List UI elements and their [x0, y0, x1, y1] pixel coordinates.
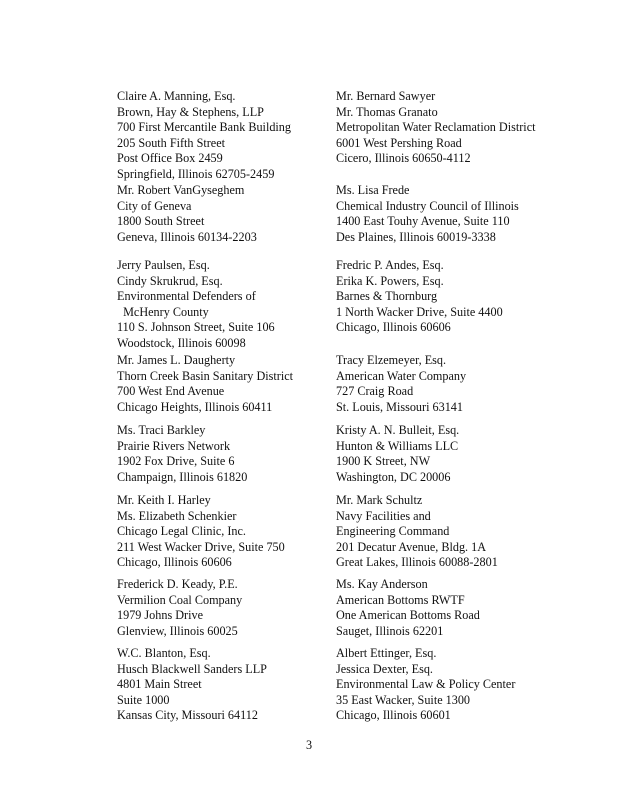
address-line: Post Office Box 2459 [117, 151, 223, 165]
address-line: Chicago Legal Clinic, Inc. [117, 524, 246, 538]
address-line: 211 West Wacker Drive, Suite 750 [117, 539, 285, 554]
address-line: Brown, Hay & Stephens, LLP [117, 104, 264, 119]
address-block [117, 646, 267, 724]
address-line: Albert Ettinger, Esq. [336, 646, 437, 660]
address-line: Erika K. Powers, Esq. [336, 273, 444, 288]
address-line: Jerry Paulsen, Esq. [117, 258, 210, 272]
address-line: Champaign, Illinois 61820 [117, 469, 248, 484]
address-block [336, 258, 503, 336]
address-line: Washington, DC 20006 [336, 469, 451, 484]
address-block [336, 183, 519, 245]
address-line: McHenry County [117, 304, 209, 319]
address-line: Great Lakes, Illinois 60088-2801 [336, 555, 498, 569]
address-line: Environmental Law & Policy Center [336, 677, 516, 691]
address-line: Suite 1000 [117, 692, 170, 707]
address-line: Chemical Industry Council of Illinois [336, 198, 519, 213]
address-line: Mr. Thomas Granato [336, 104, 438, 119]
address-line: Navy Facilities and [336, 508, 431, 523]
address-line: Mr. Mark Schultz [336, 493, 423, 507]
address-line: Ms. Traci Barkley [117, 423, 206, 437]
address-line: 1902 Fox Drive, Suite 6 [117, 454, 235, 468]
address-line: W.C. Blanton, Esq. [117, 646, 211, 660]
address-line: Chicago, Illinois 60601 [336, 708, 451, 722]
address-line: Glenview, Illinois 60025 [117, 623, 238, 638]
address-block [117, 89, 291, 182]
address-line: Husch Blackwell Sanders LLP [117, 661, 267, 676]
address-line: Des Plaines, Illinois 60019-3338 [336, 229, 496, 244]
address-block [117, 353, 293, 415]
address-line: Mr. Bernard Sawyer [336, 89, 436, 103]
address-line: Sauget, Illinois 62201 [336, 623, 444, 638]
address-line: 205 South Fifth Street [117, 135, 225, 150]
address-block [117, 258, 275, 351]
address-line: 700 First Mercantile Bank Building [117, 120, 291, 134]
address-line: 201 Decatur Avenue, Bldg. 1A [336, 539, 487, 554]
address-line: Kansas City, Missouri 64112 [117, 708, 258, 722]
address-block [336, 493, 498, 571]
address-line: 700 West End Avenue [117, 384, 225, 398]
address-line: Chicago Heights, Illinois 60411 [117, 399, 273, 414]
address-line: American Bottoms RWTF [336, 592, 465, 607]
address-line: Ms. Kay Anderson [336, 577, 428, 591]
address-block [117, 577, 242, 639]
address-line: Chicago, Illinois 60606 [336, 320, 451, 334]
address-line: 1979 Johns Drive [117, 608, 203, 622]
address-block [336, 423, 459, 485]
address-block [336, 646, 515, 724]
address-line: 1 North Wacker Drive, Suite 4400 [336, 304, 503, 319]
address-line: Frederick D. Keady, P.E. [117, 577, 238, 591]
address-line: 6001 West Pershing Road [336, 135, 462, 150]
address-line: St. Louis, Missouri 63141 [336, 399, 463, 414]
address-line: Woodstock, Illinois 60098 [117, 335, 246, 350]
address-line: Environmental Defenders of [117, 289, 256, 303]
address-line: 4801 Main Street [117, 677, 202, 691]
address-line: Hunton & Williams LLC [336, 438, 459, 453]
address-line: 1400 East Touhy Avenue, Suite 110 [336, 214, 510, 228]
address-line: Geneva, Illinois 60134-2203 [117, 229, 257, 244]
address-line: Tracy Elzemeyer, Esq. [336, 353, 447, 367]
address-line: 1900 K Street, NW [336, 454, 431, 468]
address-line: Ms. Elizabeth Schenkier [117, 508, 237, 523]
address-line: Mr. Keith I. Harley [117, 493, 211, 507]
address-block [117, 493, 285, 571]
address-line: Jessica Dexter, Esq. [336, 661, 433, 676]
address-line: Prairie Rivers Network [117, 438, 231, 453]
address-line: Cicero, Illinois 60650-4112 [336, 151, 471, 165]
address-line: Kristy A. N. Bulleit, Esq. [336, 423, 460, 437]
address-line: 110 S. Johnson Street, Suite 106 [117, 320, 275, 334]
address-line: Chicago, Illinois 60606 [117, 555, 232, 569]
address-line: Engineering Command [336, 524, 450, 538]
address-line: Springfield, Illinois 62705-2459 [117, 166, 275, 181]
address-block [117, 423, 247, 485]
address-line: 1800 South Street [117, 214, 205, 228]
address-line: Mr. Robert VanGyseghem [117, 183, 245, 197]
address-line: One American Bottoms Road [336, 608, 480, 622]
address-line: Vermilion Coal Company [117, 592, 243, 607]
address-line: Cindy Skrukrud, Esq. [117, 273, 223, 288]
address-block [336, 89, 536, 167]
address-block [336, 577, 480, 639]
address-line: 727 Craig Road [336, 384, 414, 398]
address-line: Barnes & Thornburg [336, 289, 438, 303]
address-line: City of Geneva [117, 198, 192, 213]
address-line: American Water Company [336, 368, 467, 383]
address-block [117, 183, 257, 245]
address-line: 35 East Wacker, Suite 1300 [336, 692, 471, 707]
address-line: Metropolitan Water Reclamation District [336, 120, 536, 134]
address-line: Claire A. Manning, Esq. [117, 89, 236, 103]
address-line: Mr. James L. Daugherty [117, 353, 236, 367]
address-line: Thorn Creek Basin Sanitary District [117, 368, 294, 383]
address-line: Fredric P. Andes, Esq. [336, 258, 444, 272]
address-block [336, 353, 466, 415]
page-number: 3 [305, 738, 313, 752]
address-line: Ms. Lisa Frede [336, 183, 410, 197]
